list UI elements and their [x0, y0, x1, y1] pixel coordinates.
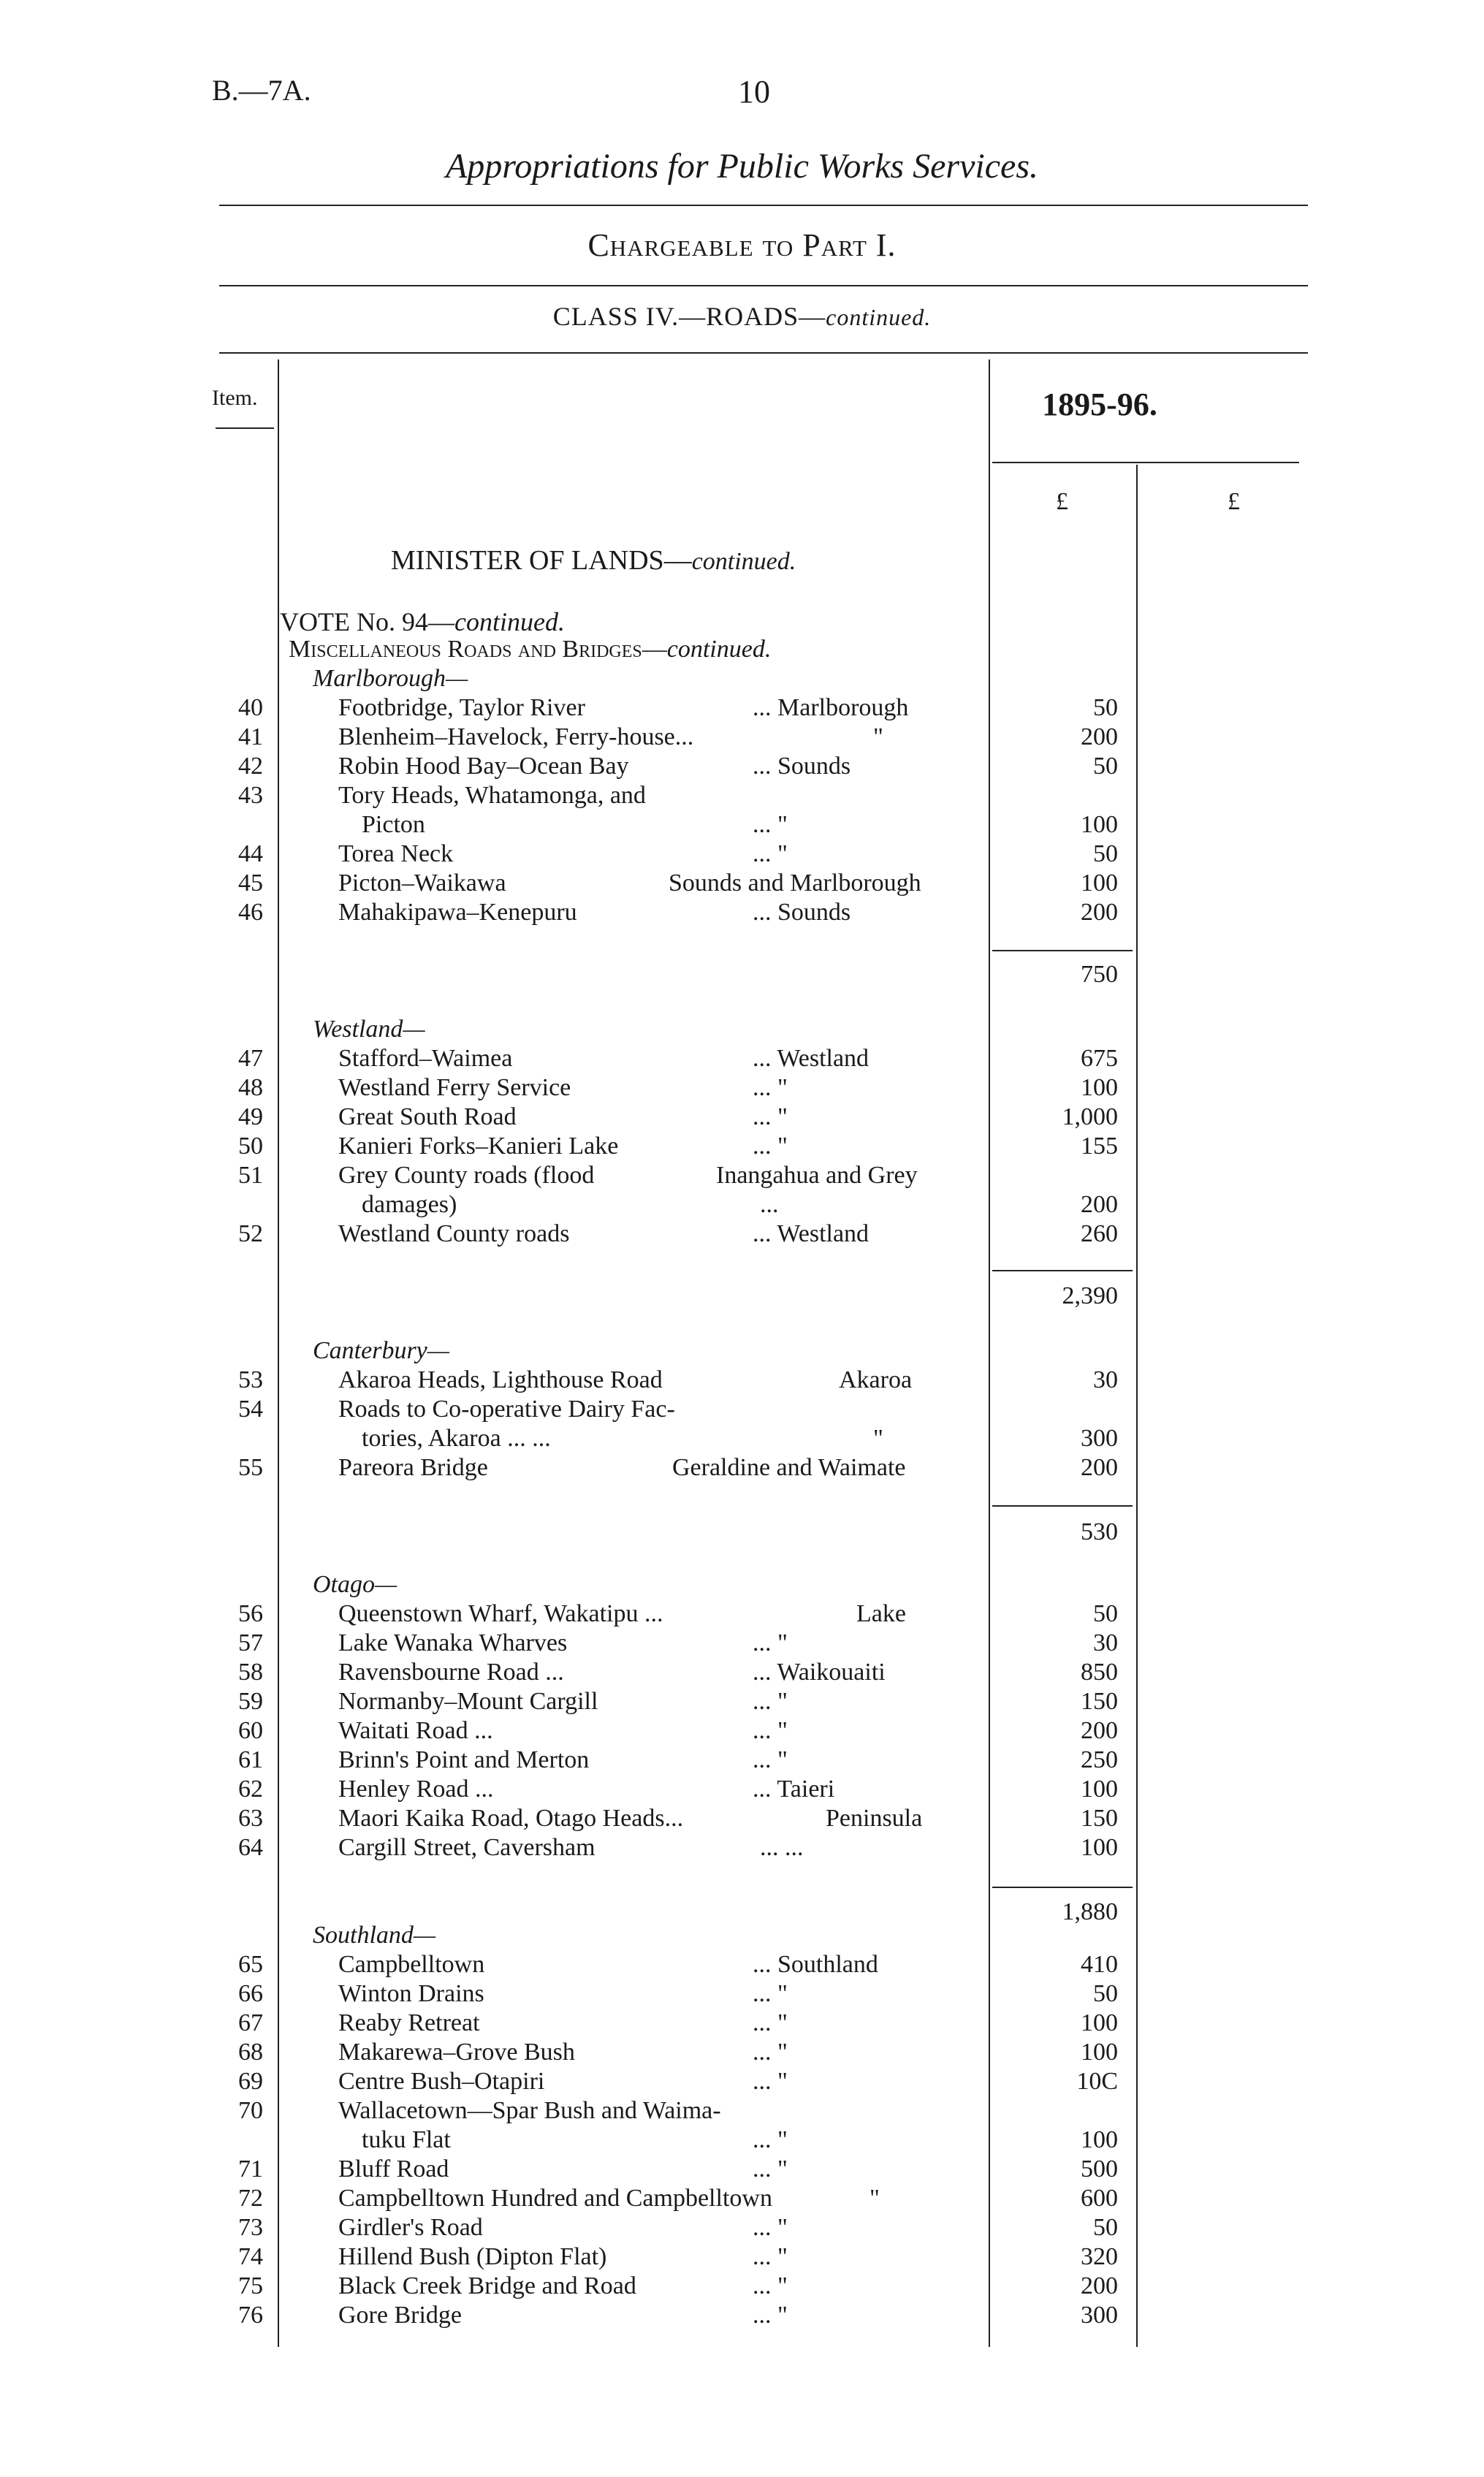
item-name: Reaby Retreat	[338, 2009, 480, 2036]
item-name: Pareora Bridge	[338, 1454, 488, 1481]
item-amount: 50	[1093, 1600, 1118, 1627]
item-amount: 100	[1081, 2039, 1118, 2066]
item-number: 58	[238, 1659, 263, 1686]
item-number: 61	[238, 1746, 263, 1773]
item-name: Maori Kaika Road, Otago Heads...	[338, 1805, 684, 1832]
item-number: 76	[238, 2302, 263, 2329]
item-number: 56	[238, 1600, 263, 1627]
item-number: 73	[238, 2214, 263, 2241]
item-number: 47	[238, 1045, 263, 1072]
item-amount: 260	[1081, 1220, 1118, 1247]
region-heading: Marlborough—	[313, 665, 468, 692]
subtotal-rule	[992, 950, 1133, 951]
item-name: Brinn's Point and Merton	[338, 1746, 590, 1773]
item-number: 53	[238, 1366, 263, 1393]
item-name: Campbelltown Hundred and Campbelltown	[338, 2185, 772, 2212]
item-name: Westland Ferry Service	[338, 1074, 571, 1101]
class-heading	[0, 301, 1484, 332]
item-amount: 30	[1093, 1366, 1118, 1393]
item-number: 64	[238, 1834, 263, 1861]
item-number: 57	[238, 1629, 263, 1656]
item-district: ... Sounds	[753, 753, 851, 780]
item-amount: 200	[1081, 2272, 1118, 2299]
item-column-header: Item.	[212, 386, 258, 410]
item-district: ... ...	[760, 1834, 804, 1861]
item-district: ... "	[753, 1688, 788, 1715]
item-name: Great South Road	[338, 1103, 517, 1130]
item-amount: 155	[1081, 1133, 1118, 1160]
item-amount: 100	[1081, 1074, 1118, 1101]
item-district: "	[873, 1425, 883, 1452]
item-name: Henley Road ...	[338, 1776, 494, 1803]
currency-symbol: £	[1056, 488, 1068, 515]
minister-continued: continued.	[691, 548, 796, 575]
region-heading: Southland—	[313, 1922, 436, 1949]
item-district: ... "	[753, 2272, 788, 2299]
item-number: 72	[238, 2185, 263, 2212]
item-number: 70	[238, 2097, 263, 2124]
item-number: 42	[238, 753, 263, 780]
item-name: Hillend Bush (Dipton Flat)	[338, 2243, 607, 2270]
item-district: Geraldine and Waimate	[672, 1454, 906, 1481]
item-number: 68	[238, 2039, 263, 2066]
item-number: 71	[238, 2156, 263, 2183]
item-amount: 600	[1081, 2185, 1118, 2212]
item-district: "	[870, 2185, 880, 2212]
column-divider	[989, 359, 990, 2347]
item-amount: 50	[1093, 2214, 1118, 2241]
item-number: 63	[238, 1805, 263, 1832]
item-number: 75	[238, 2272, 263, 2299]
item-number: 69	[238, 2068, 263, 2095]
item-district: ... Sounds	[753, 899, 851, 926]
item-district: ... Westland	[753, 1220, 870, 1247]
item-district: ... "	[753, 1717, 788, 1744]
item-amount: 150	[1081, 1805, 1118, 1832]
item-number: 50	[238, 1133, 263, 1160]
item-name: Queenstown Wharf, Wakatipu ...	[338, 1600, 663, 1627]
rule	[216, 427, 274, 429]
misc-continued: continued.	[666, 636, 772, 663]
year-header: 1895-96.	[1042, 387, 1157, 422]
page-subtitle: Chargeable to Part I.	[587, 227, 897, 263]
item-number: 41	[238, 723, 263, 750]
minister-heading	[391, 544, 796, 577]
item-district: ... "	[753, 2039, 788, 2066]
item-name: damages)	[362, 1191, 457, 1218]
subtotal-marlborough: 750	[1081, 961, 1118, 988]
item-amount: 200	[1081, 1191, 1118, 1218]
item-amount: 850	[1081, 1659, 1118, 1686]
subtotal-otago: 1,880	[1062, 1898, 1118, 1925]
item-amount: 50	[1093, 753, 1118, 780]
item-amount: 50	[1093, 1980, 1118, 2007]
item-name: Black Creek Bridge and Road	[338, 2272, 636, 2299]
item-name: Mahakipawa–Kenepuru	[338, 899, 577, 926]
item-number: 45	[238, 870, 263, 897]
item-number: 43	[238, 782, 263, 809]
item-name: Lake Wanaka Wharves	[338, 1629, 568, 1656]
item-name: Blenheim–Havelock, Ferry-house...	[338, 723, 694, 750]
class-title: CLASS IV.—ROADS—	[552, 302, 826, 331]
item-district: Inangahua and Grey	[716, 1162, 918, 1189]
minister-title: MINISTER OF LANDS—	[391, 545, 692, 576]
item-number: 62	[238, 1776, 263, 1803]
item-district: ... "	[753, 2068, 788, 2095]
item-amount: 100	[1081, 1776, 1118, 1803]
region-heading: Westland—	[313, 1016, 425, 1043]
item-district: ... "	[753, 1746, 788, 1773]
item-amount: 200	[1081, 1717, 1118, 1744]
rule	[992, 462, 1299, 463]
item-district: ... "	[753, 1074, 788, 1101]
currency-symbol: £	[1228, 488, 1240, 515]
item-number: 46	[238, 899, 263, 926]
item-amount: 500	[1081, 2156, 1118, 2183]
subtotal-rule	[992, 1270, 1133, 1271]
subtotal-rule	[992, 1887, 1133, 1888]
item-name: Westland County roads	[338, 1220, 570, 1247]
item-district: ... "	[753, 2126, 788, 2153]
vote-title: VOTE No. 94—	[280, 607, 454, 636]
item-name: Centre Bush–Otapiri	[338, 2068, 545, 2095]
item-amount: 320	[1081, 2243, 1118, 2270]
item-district: "	[873, 723, 883, 750]
item-number: 67	[238, 2009, 263, 2036]
item-name: Waitati Road ...	[338, 1717, 493, 1744]
item-number: 55	[238, 1454, 263, 1481]
misc-heading	[289, 636, 771, 663]
item-number: 74	[238, 2243, 263, 2270]
item-district: ... "	[753, 2009, 788, 2036]
item-name: Roads to Co-operative Dairy Fac-	[338, 1396, 675, 1423]
item-number: 40	[238, 694, 263, 721]
item-district: ... "	[753, 2156, 788, 2183]
item-name: Tory Heads, Whatamonga, and	[338, 782, 646, 809]
item-amount: 200	[1081, 899, 1118, 926]
item-district: ... "	[753, 811, 788, 838]
subtotal-canterbury: 530	[1081, 1518, 1118, 1545]
region-heading: Canterbury—	[313, 1337, 449, 1364]
item-amount: 250	[1081, 1746, 1118, 1773]
item-name: Akaroa Heads, Lighthouse Road	[338, 1366, 663, 1393]
region-heading: Otago—	[313, 1571, 397, 1598]
vote-continued: continued.	[454, 607, 565, 636]
item-amount: 50	[1093, 840, 1118, 867]
item-number: 65	[238, 1951, 263, 1978]
item-district: ... "	[753, 1133, 788, 1160]
item-amount: 300	[1081, 2302, 1118, 2329]
item-name: Campbelltown	[338, 1951, 485, 1978]
item-number: 60	[238, 1717, 263, 1744]
item-number: 49	[238, 1103, 263, 1130]
item-name: Gore Bridge	[338, 2302, 463, 2329]
misc-title: Miscellaneous Roads and Bridges—	[289, 636, 667, 663]
rule	[219, 285, 1308, 286]
item-number: 48	[238, 1074, 263, 1101]
subtotal-rule	[992, 1505, 1133, 1507]
item-amount: 100	[1081, 1834, 1118, 1861]
item-amount: 100	[1081, 2009, 1118, 2036]
item-amount: 100	[1081, 811, 1118, 838]
item-district: ... Marlborough	[753, 694, 909, 721]
item-district: ... Southland	[753, 1951, 878, 1978]
item-name: Ravensbourne Road ...	[338, 1659, 564, 1686]
item-name: Bluff Road	[338, 2156, 449, 2183]
item-name: Footbridge, Taylor River	[338, 694, 585, 721]
class-continued: continued.	[826, 304, 932, 330]
item-name: Cargill Street, Caversham	[338, 1834, 595, 1861]
item-name: Winton Drains	[338, 1980, 484, 2007]
item-name: Normanby–Mount Cargill	[338, 1688, 598, 1715]
rule	[219, 205, 1308, 206]
item-number: 59	[238, 1688, 263, 1715]
item-number: 66	[238, 1980, 263, 2007]
item-amount: 300	[1081, 1425, 1118, 1452]
item-district: ... Westland	[753, 1045, 870, 1072]
item-amount: 1,000	[1062, 1103, 1118, 1130]
item-amount: 10C	[1076, 2068, 1118, 2095]
item-amount: 675	[1081, 1045, 1118, 1072]
rule	[219, 352, 1308, 354]
item-name: Kanieri Forks–Kanieri Lake	[338, 1133, 619, 1160]
item-district: Lake	[856, 1600, 906, 1627]
column-divider	[278, 359, 279, 2347]
item-name: Picton	[362, 811, 425, 838]
column-divider	[1136, 465, 1138, 2347]
item-district: ... "	[753, 840, 788, 867]
item-name: Robin Hood Bay–Ocean Bay	[338, 753, 629, 780]
subtotal-westland: 2,390	[1062, 1282, 1118, 1309]
item-amount: 30	[1093, 1629, 1118, 1656]
document-code: B.—7A.	[212, 74, 311, 107]
item-district: Sounds and Marlborough	[669, 870, 921, 897]
item-name: Makarewa–Grove Bush	[338, 2039, 575, 2066]
item-district: ... "	[753, 2214, 788, 2241]
item-district: ... "	[753, 1980, 788, 2007]
item-district: ... "	[753, 2243, 788, 2270]
item-amount: 100	[1081, 870, 1118, 897]
item-name: Wallacetown—Spar Bush and Waima-	[338, 2097, 721, 2124]
item-number: 51	[238, 1162, 263, 1189]
item-name: Picton–Waikawa	[338, 870, 506, 897]
item-number: 54	[238, 1396, 263, 1423]
item-name: tuku Flat	[362, 2126, 451, 2153]
item-amount: 410	[1081, 1951, 1118, 1978]
item-amount: 200	[1081, 1454, 1118, 1481]
item-name: Stafford–Waimea	[338, 1045, 513, 1072]
item-district: ... "	[753, 1629, 788, 1656]
page-number: 10	[738, 74, 770, 110]
vote-heading	[280, 606, 565, 637]
item-district: ...	[760, 1191, 779, 1218]
item-number: 52	[238, 1220, 263, 1247]
item-district: ... "	[753, 2302, 788, 2329]
item-district: ... Taieri	[753, 1776, 835, 1803]
item-name: Grey County roads (flood	[338, 1162, 595, 1189]
item-amount: 100	[1081, 2126, 1118, 2153]
item-name: tories, Akaroa ... ...	[362, 1425, 551, 1452]
item-amount: 150	[1081, 1688, 1118, 1715]
item-district: Akaroa	[839, 1366, 913, 1393]
item-amount: 200	[1081, 723, 1118, 750]
item-number: 44	[238, 840, 263, 867]
item-district: Peninsula	[826, 1805, 923, 1832]
item-amount: 50	[1093, 694, 1118, 721]
item-district: ... "	[753, 1103, 788, 1130]
page-title: Appropriations for Public Works Services.	[445, 147, 1039, 186]
item-name: Girdler's Road	[338, 2214, 483, 2241]
item-district: ... Waikouaiti	[753, 1659, 886, 1686]
item-name: Torea Neck	[338, 840, 454, 867]
